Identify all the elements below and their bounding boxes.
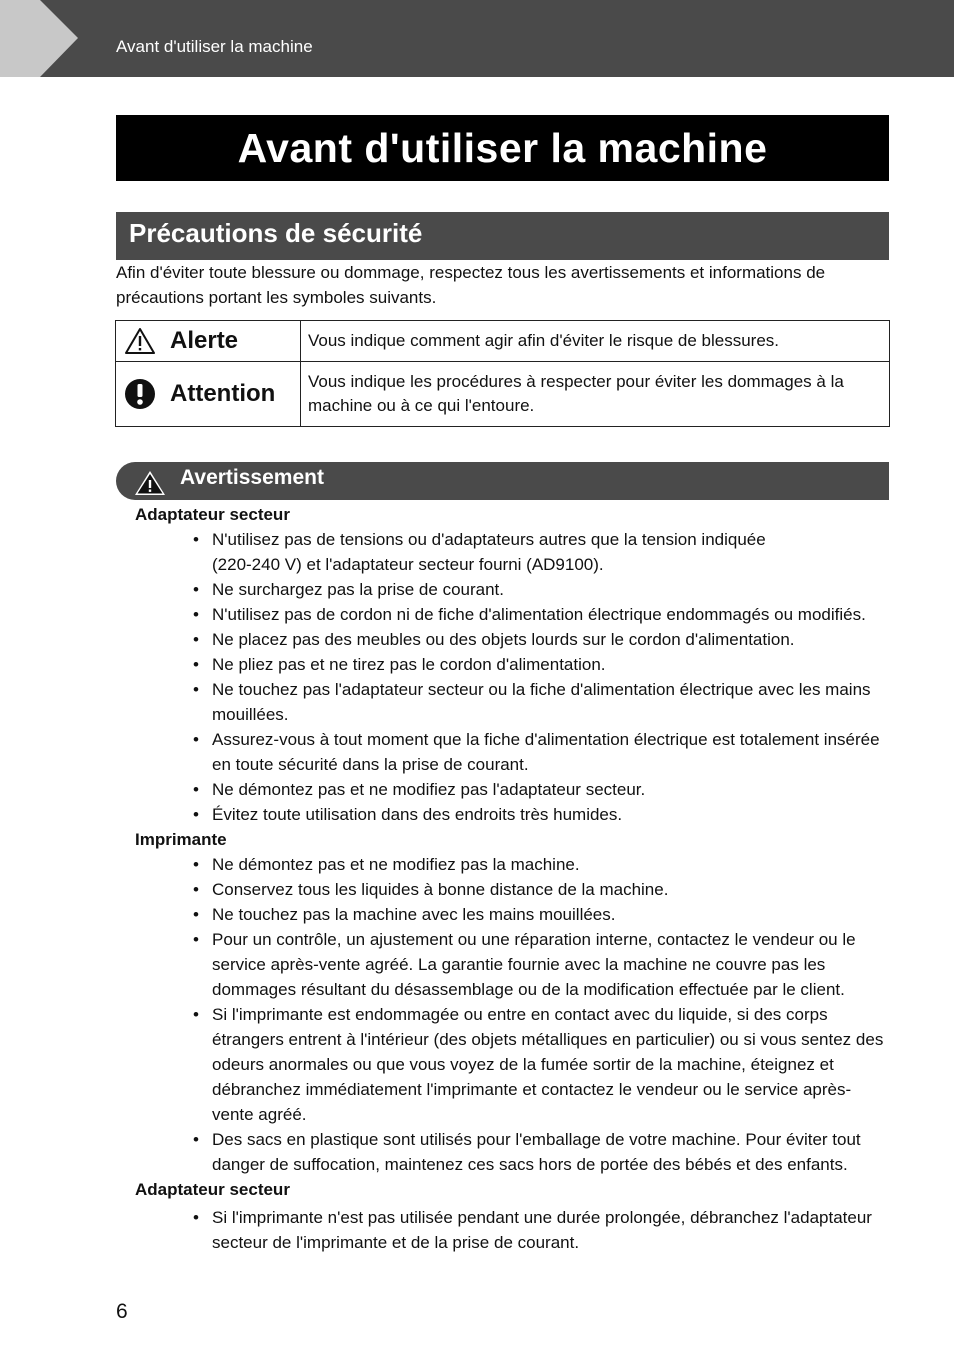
header-title: Avant d'utiliser la machine [116,37,313,56]
warning-content [135,502,890,1255]
symbol-description: Vous indique les procédures à respecter pour éviter les dommages à la machine ou à ce qui l'entoure. [301,362,890,427]
list-item: • Ne démontez pas et ne modifiez pas la machine. [212,852,890,877]
exclamation-circle-icon [124,378,156,410]
list-item: • Ne touchez pas l'adaptateur secteur ou la fiche d'alimentation électrique avec les mains mouillées. [212,677,890,727]
header-tab-shape [0,0,78,77]
list-item: • Conservez tous les liquides à bonne distance de la machine. [212,877,890,902]
list-item: • Pour un contrôle, un ajustement ou une réparation interne, contactez le vendeur ou le service après-vente agréé. La garantie fournie avec la machine ne couvre pas les dommages résultant du désassemblage ou de la modification effectuée par le client. [212,927,890,1002]
warning-title: Avertissement [180,466,324,489]
page-number: 6 [116,1300,128,1323]
intro-text: Afin d'éviter toute blessure ou dommage, respectez tous les avertissements et informations de précautions portant les symboles suivants. [116,263,826,307]
main-title: Avant d'utiliser la machine [237,124,768,171]
list-item: • Ne démontez pas et ne modifiez pas l'adaptateur secteur. [212,777,890,802]
list-item: • Ne placez pas des meubles ou des objets lourds sur le cordon d'alimentation. [212,627,890,652]
list-item: • Si l'imprimante n'est pas utilisée pendant une durée prolongée, débranchez l'adaptateur secteur de l'imprimante et de la prise de courant. [212,1205,890,1255]
warning-triangle-icon [124,327,156,355]
list-item: • N'utilisez pas de cordon ni de fiche d'alimentation électrique endommagés ou modifiés. [212,602,890,627]
list-item: • Ne pliez pas et ne tirez pas le cordon d'alimentation. [212,652,890,677]
warning-triangle-icon [134,470,166,496]
symbols-table [115,320,890,427]
list-item: • Des sacs en plastique sont utilisés pour l'emballage de votre machine. Pour éviter tout danger de suffocation, maintenez ces sacs hors de portée des bébés et des enfants. [212,1127,890,1177]
group-heading: Adaptateur secteur [135,505,290,524]
section-title: Précautions de sécurité [129,218,423,248]
group-heading: Imprimante [135,830,227,849]
symbol-label: Attention [170,380,276,407]
list-item: • Évitez toute utilisation dans des endroits très humides. [212,802,890,827]
list-item: • N'utilisez pas de tensions ou d'adaptateurs autres que la tension indiquée (220-240 V) et l'adaptateur secteur fourni (AD9100). [212,527,890,577]
list-item: • Ne touchez pas la machine avec les mains mouillées. [212,902,890,927]
symbol-row-alerte [116,321,890,362]
list-item: • Si l'imprimante est endommagée ou entre en contact avec du liquide, si des corps étrangers entrent à l'intérieur (des objets métalliques en particulier) ou si vous sentez des odeurs anormales ou que vous voyez de la fumée sortir de la machine, éteignez et débranchez immédiatement l'imprimante et contactez le vendeur ou le service après-vente agréé. [212,1002,890,1127]
list-item: • Assurez-vous à tout moment que la fiche d'alimentation électrique est totalement insérée en toute sécurité dans la prise de courant. [212,727,890,777]
warning-section-bar [116,462,889,500]
symbol-description: Vous indique comment agir afin d'éviter le risque de blessures. [301,321,890,362]
bullet-list [135,852,890,1177]
list-item: • Ne surchargez pas la prise de courant. [212,577,890,602]
bullet-list [135,1205,890,1255]
page-header [0,0,954,77]
section-bar [116,212,889,260]
main-title-box [116,115,889,181]
bullet-list [135,527,890,827]
group-heading: Adaptateur secteur [135,1180,290,1199]
symbol-label: Alerte [170,327,239,354]
symbol-row-attention [116,362,890,427]
